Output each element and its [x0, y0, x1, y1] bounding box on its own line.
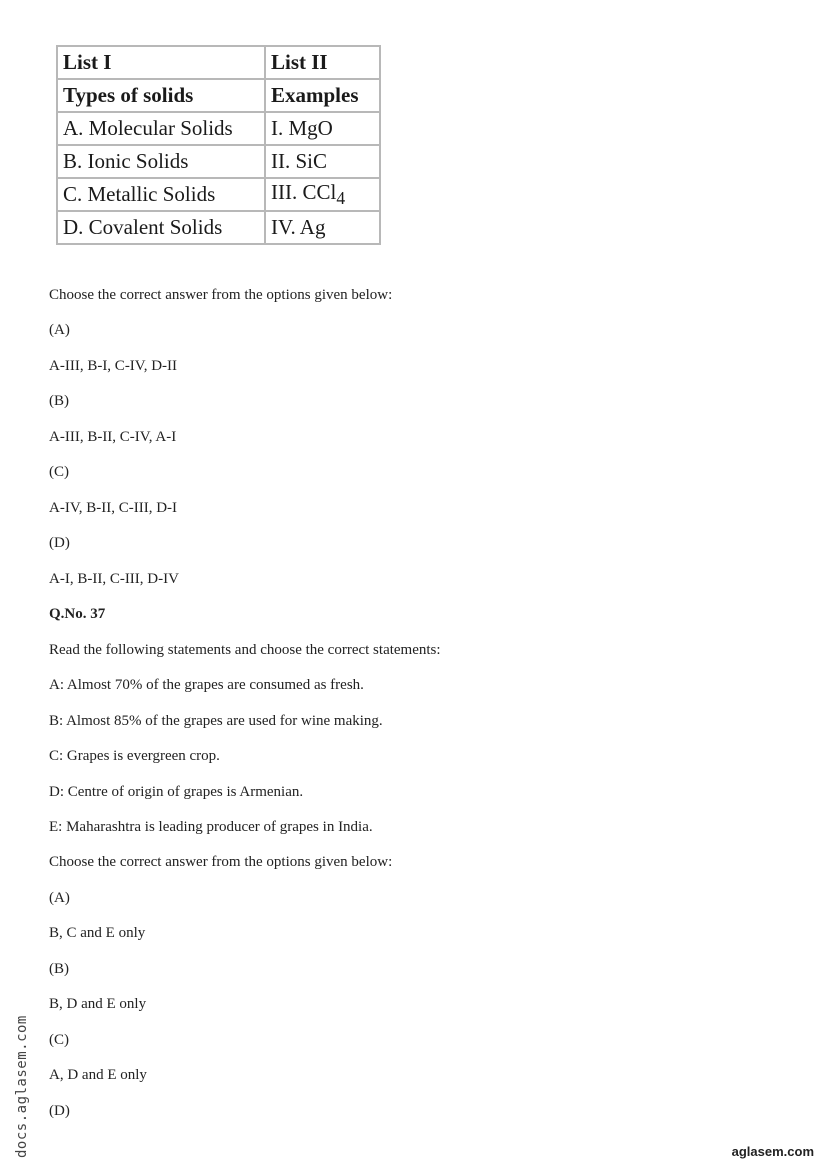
q37-number: Q.No. 37 [49, 606, 106, 622]
q36-option-b-label: (B) [49, 393, 69, 409]
q37-option-a-text: B, C and E only [49, 925, 146, 941]
table-cell: Examples [265, 79, 380, 112]
q37-statement-e: E: Maharashtra is leading producer of grapes in India. [49, 819, 373, 835]
q37-option-a-label: (A) [49, 890, 70, 906]
table-cell: D. Covalent Solids [57, 211, 265, 244]
q36-option-a-text: A-III, B-I, C-IV, D-II [49, 358, 178, 374]
q36-option-c-text: A-IV, B-II, C-III, D-I [49, 500, 178, 516]
brand-watermark: aglasem.com [731, 1144, 814, 1159]
table-cell [265, 178, 380, 211]
table-cell: B. Ionic Solids [57, 145, 265, 178]
table-row [57, 178, 380, 211]
table-cell: IV. Ag [265, 211, 380, 244]
q37-option-c-text: A, D and E only [49, 1067, 147, 1083]
q37-prompt: Read the following statements and choose the correct statements: [49, 642, 441, 658]
table-row [57, 145, 380, 178]
q37-option-d-label: (D) [49, 1103, 70, 1119]
formula-subscript: 4 [336, 188, 346, 209]
side-watermark: docs.aglasem.com [14, 1015, 30, 1158]
q37-statement-a: A: Almost 70% of the grapes are consumed as fresh. [49, 677, 364, 693]
table-row [57, 112, 380, 145]
table-row [57, 211, 380, 244]
table-cell: A. Molecular Solids [57, 112, 265, 145]
q36-option-d-text: A-I, B-II, C-III, D-IV [49, 571, 179, 587]
q37-statement-d: D: Centre of origin of grapes is Armenian. [49, 784, 304, 800]
table-row [57, 46, 380, 79]
match-table [56, 45, 381, 245]
table-cell: Types of solids [57, 79, 265, 112]
table-row [57, 79, 380, 112]
table-cell: I. MgO [265, 112, 380, 145]
q36-option-c-label: (C) [49, 464, 69, 480]
table-cell: II. SiC [265, 145, 380, 178]
q37-option-b-text: B, D and E only [49, 996, 147, 1012]
table-cell: List II [265, 46, 380, 79]
q36-option-d-label: (D) [49, 535, 70, 551]
q37-choose-prompt: Choose the correct answer from the options given below: [49, 854, 393, 870]
q37-statement-b: B: Almost 85% of the grapes are used for wine making. [49, 713, 383, 729]
q36-option-a-label: (A) [49, 322, 70, 338]
formula-text: III. CCl [271, 179, 337, 204]
q37-option-c-label: (C) [49, 1032, 69, 1048]
q36-option-b-text: A-III, B-II, C-IV, A-I [49, 429, 177, 445]
q37-option-b-label: (B) [49, 961, 69, 977]
q36-prompt: Choose the correct answer from the options given below: [49, 287, 393, 303]
table-cell: C. Metallic Solids [57, 178, 265, 211]
q37-statement-c: C: Grapes is evergreen crop. [49, 748, 220, 764]
table-cell: List I [57, 46, 265, 79]
